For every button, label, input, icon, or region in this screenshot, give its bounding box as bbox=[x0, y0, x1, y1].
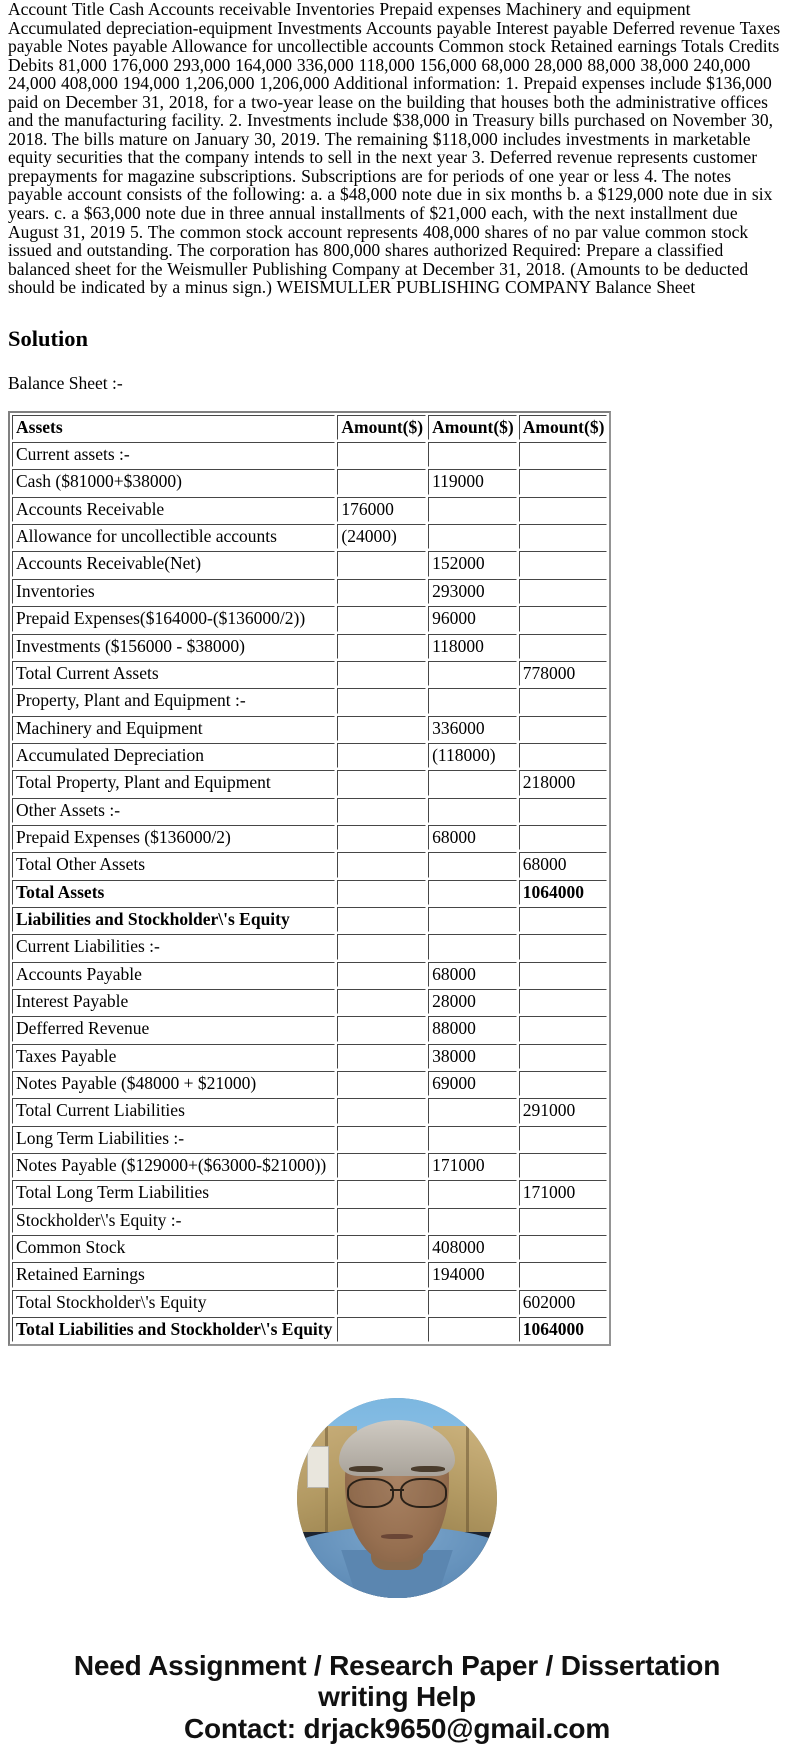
row-label: Other Assets :- bbox=[12, 798, 335, 823]
row-amount-2: 69000 bbox=[428, 1071, 517, 1096]
row-amount-1 bbox=[337, 1262, 426, 1287]
row-amount-1 bbox=[337, 798, 426, 823]
row-amount-3 bbox=[519, 825, 608, 850]
table-row bbox=[12, 469, 607, 494]
row-amount-1 bbox=[337, 579, 426, 604]
row-amount-3 bbox=[519, 798, 608, 823]
row-amount-3 bbox=[519, 524, 608, 549]
row-label: Machinery and Equipment bbox=[12, 716, 335, 741]
table-row bbox=[12, 1180, 607, 1205]
table-head bbox=[12, 415, 607, 440]
row-amount-2: 28000 bbox=[428, 989, 517, 1014]
table-row bbox=[12, 1290, 607, 1315]
row-amount-1 bbox=[337, 907, 426, 932]
row-amount-2 bbox=[428, 798, 517, 823]
row-amount-3: 1064000 bbox=[519, 880, 608, 905]
table-row bbox=[12, 497, 607, 522]
table-row bbox=[12, 880, 607, 905]
row-amount-1 bbox=[337, 743, 426, 768]
row-amount-3 bbox=[519, 1016, 608, 1041]
row-amount-2 bbox=[428, 907, 517, 932]
row-label: Prepaid Expenses($164000-($136000/2)) bbox=[12, 606, 335, 631]
avatar-lens-right bbox=[400, 1478, 447, 1508]
avatar bbox=[297, 1398, 497, 1598]
table-row bbox=[12, 442, 607, 467]
row-amount-2 bbox=[428, 524, 517, 549]
row-amount-3 bbox=[519, 634, 608, 659]
row-label: Taxes Payable bbox=[12, 1044, 335, 1069]
table-row bbox=[12, 989, 607, 1014]
table-row bbox=[12, 1016, 607, 1041]
row-label: Defferred Revenue bbox=[12, 1016, 335, 1041]
avatar-mouth bbox=[381, 1534, 413, 1539]
row-amount-1 bbox=[337, 1235, 426, 1260]
balance-sheet-subheading: Balance Sheet :- bbox=[8, 372, 123, 393]
row-amount-3 bbox=[519, 962, 608, 987]
row-label: Accumulated Depreciation bbox=[12, 743, 335, 768]
row-amount-2 bbox=[428, 1098, 517, 1123]
column-header-assets: Assets bbox=[12, 415, 335, 440]
row-label: Notes Payable ($129000+($63000-$21000)) bbox=[12, 1153, 335, 1178]
row-amount-1 bbox=[337, 934, 426, 959]
row-amount-2 bbox=[428, 770, 517, 795]
row-label: Current Liabilities :- bbox=[12, 934, 335, 959]
row-amount-2 bbox=[428, 688, 517, 713]
question-text: Account Title Cash Accounts receivable Inventories Prepaid expenses Machinery and equipment Accumulated depreciation-equipment Investments Accounts payable Interest payable Deferred revenue Taxes payable Notes payable Allowance for uncollectible accounts Common stock Retained earnings Totals Credits Debits 81,000 176,000 293,000 164,000 336,000 118,000 156,000 68,000 28,000 88,000 38,000 240,000 24,000 408,000 194,000 1,206,000 1,206,000 Additional information: 1. Prepaid expenses include $136,000 paid on December 31, 2018, for a two-year lease on the building that houses both the administrative offices and the manufacturing facility. 2. Investments include $38,000 in Treasury bills purchased on November 30, 2018. The bills mature on January 30, 2019. The remaining $118,000 includes investments in marketable equity securities that the company intends to sell in the next year 3. Deferred revenue represents customer prepayments for magazine subscriptions. Subscriptions are for periods of one year or less 4. The notes payable account consists of the following: a. a $48,000 note due in six months b. a $129,000 note due in six years. c. a $63,000 note due in three annual installments of $21,000 each, with the next installment due August 31, 2019 5. The common stock account represents 408,000 shares of no par value common stock issued and outstanding. The corporation has 800,000 shares authorized Required: Prepare a classified balanced sheet for the Weismuller Publishing Company at December 31, 2018. (Amounts to be deducted should be indicated by a minus sign.) WEISMULLER PUBLISHING COMPANY Balance Sheet bbox=[8, 0, 781, 298]
row-amount-3 bbox=[519, 1071, 608, 1096]
row-amount-2 bbox=[428, 442, 517, 467]
row-amount-1 bbox=[337, 962, 426, 987]
row-amount-1 bbox=[337, 1126, 426, 1151]
row-amount-2: 119000 bbox=[428, 469, 517, 494]
row-amount-1 bbox=[337, 1098, 426, 1123]
row-amount-3 bbox=[519, 1235, 608, 1260]
row-label: Retained Earnings bbox=[12, 1262, 335, 1287]
row-amount-1 bbox=[337, 606, 426, 631]
table-row bbox=[12, 798, 607, 823]
row-amount-2: 336000 bbox=[428, 716, 517, 741]
table-row bbox=[12, 743, 607, 768]
table-row bbox=[12, 661, 607, 686]
row-amount-2: 293000 bbox=[428, 579, 517, 604]
table-row bbox=[12, 716, 607, 741]
row-label: Liabilities and Stockholder\'s Equity bbox=[12, 907, 335, 932]
row-label: Total Other Assets bbox=[12, 852, 335, 877]
row-label: Total Long Term Liabilities bbox=[12, 1180, 335, 1205]
row-amount-1 bbox=[337, 1071, 426, 1096]
row-amount-1 bbox=[337, 880, 426, 905]
promo-line-2: writing Help bbox=[318, 1680, 476, 1712]
row-amount-2 bbox=[428, 880, 517, 905]
row-amount-1 bbox=[337, 469, 426, 494]
row-amount-2: 68000 bbox=[428, 962, 517, 987]
row-label: Inventories bbox=[12, 579, 335, 604]
table-row bbox=[12, 1098, 607, 1123]
row-amount-3 bbox=[519, 579, 608, 604]
row-amount-1 bbox=[337, 1208, 426, 1233]
row-amount-2 bbox=[428, 934, 517, 959]
avatar-lens-left bbox=[347, 1478, 394, 1508]
table-row bbox=[12, 1317, 607, 1342]
solution-heading: Solution bbox=[8, 325, 89, 351]
row-label: Stockholder\'s Equity :- bbox=[12, 1208, 335, 1233]
row-amount-3 bbox=[519, 1153, 608, 1178]
table-row bbox=[12, 1071, 607, 1096]
row-amount-3 bbox=[519, 989, 608, 1014]
row-amount-2: 408000 bbox=[428, 1235, 517, 1260]
table-row bbox=[12, 524, 607, 549]
column-header-amount-3: Amount($) bbox=[519, 415, 608, 440]
row-amount-1 bbox=[337, 1016, 426, 1041]
row-amount-3 bbox=[519, 688, 608, 713]
row-label: Total Property, Plant and Equipment bbox=[12, 770, 335, 795]
row-amount-2: 194000 bbox=[428, 1262, 517, 1287]
row-label: Prepaid Expenses ($136000/2) bbox=[12, 825, 335, 850]
table-row bbox=[12, 907, 607, 932]
row-amount-1 bbox=[337, 688, 426, 713]
row-amount-3 bbox=[519, 934, 608, 959]
table-row bbox=[12, 1153, 607, 1178]
row-amount-1 bbox=[337, 852, 426, 877]
row-amount-1 bbox=[337, 825, 426, 850]
avatar-light-switch bbox=[307, 1446, 329, 1488]
row-amount-1 bbox=[337, 442, 426, 467]
row-label: Cash ($81000+$38000) bbox=[12, 469, 335, 494]
row-label: Property, Plant and Equipment :- bbox=[12, 688, 335, 713]
table-body bbox=[12, 442, 607, 1342]
row-amount-2: 152000 bbox=[428, 551, 517, 576]
row-amount-1 bbox=[337, 989, 426, 1014]
row-amount-1 bbox=[337, 770, 426, 795]
row-amount-3 bbox=[519, 469, 608, 494]
row-label: Total Stockholder\'s Equity bbox=[12, 1290, 335, 1315]
table-row bbox=[12, 551, 607, 576]
glasses-icon bbox=[347, 1478, 447, 1504]
row-amount-3: 602000 bbox=[519, 1290, 608, 1315]
row-label: Current assets :- bbox=[12, 442, 335, 467]
table-row bbox=[12, 962, 607, 987]
row-label: Total Current Assets bbox=[12, 661, 335, 686]
row-label: Interest Payable bbox=[12, 989, 335, 1014]
avatar-container bbox=[8, 1398, 786, 1603]
table-row bbox=[12, 852, 607, 877]
row-amount-3: 68000 bbox=[519, 852, 608, 877]
table-row bbox=[12, 634, 607, 659]
table-row bbox=[12, 770, 607, 795]
row-amount-2: 171000 bbox=[428, 1153, 517, 1178]
row-amount-3: 778000 bbox=[519, 661, 608, 686]
row-amount-2 bbox=[428, 497, 517, 522]
row-label: Long Term Liabilities :- bbox=[12, 1126, 335, 1151]
row-amount-3 bbox=[519, 716, 608, 741]
row-label: Accounts Receivable bbox=[12, 497, 335, 522]
row-label: Total Liabilities and Stockholder\'s Equity bbox=[12, 1317, 335, 1342]
row-amount-2 bbox=[428, 1208, 517, 1233]
column-header-amount-1: Amount($) bbox=[337, 415, 426, 440]
row-amount-2: 118000 bbox=[428, 634, 517, 659]
row-amount-1 bbox=[337, 716, 426, 741]
row-amount-1 bbox=[337, 661, 426, 686]
row-label: Allowance for uncollectible accounts bbox=[12, 524, 335, 549]
row-amount-2: 88000 bbox=[428, 1016, 517, 1041]
row-amount-2: 38000 bbox=[428, 1044, 517, 1069]
avatar-wall-seam-right bbox=[466, 1426, 469, 1542]
row-amount-1: (24000) bbox=[337, 524, 426, 549]
row-label: Total Assets bbox=[12, 880, 335, 905]
row-label: Common Stock bbox=[12, 1235, 335, 1260]
promo-banner bbox=[8, 1651, 786, 1744]
row-amount-2: (118000) bbox=[428, 743, 517, 768]
row-label: Accounts Receivable(Net) bbox=[12, 551, 335, 576]
table-row bbox=[12, 934, 607, 959]
table-header-row bbox=[12, 415, 607, 440]
row-amount-3 bbox=[519, 442, 608, 467]
table-row bbox=[12, 606, 607, 631]
row-amount-3 bbox=[519, 1044, 608, 1069]
row-amount-3 bbox=[519, 1208, 608, 1233]
row-amount-1 bbox=[337, 1180, 426, 1205]
avatar-glasses-bridge bbox=[390, 1489, 404, 1492]
row-amount-2 bbox=[428, 1290, 517, 1315]
row-amount-2 bbox=[428, 661, 517, 686]
row-amount-1 bbox=[337, 1317, 426, 1342]
row-amount-2: 68000 bbox=[428, 825, 517, 850]
row-amount-3: 218000 bbox=[519, 770, 608, 795]
row-amount-3 bbox=[519, 551, 608, 576]
table-row bbox=[12, 1262, 607, 1287]
row-amount-1 bbox=[337, 1153, 426, 1178]
table-row bbox=[12, 579, 607, 604]
table-row bbox=[12, 1126, 607, 1151]
row-amount-3 bbox=[519, 606, 608, 631]
table-row bbox=[12, 825, 607, 850]
row-amount-2 bbox=[428, 1126, 517, 1151]
row-amount-2 bbox=[428, 1317, 517, 1342]
row-amount-3 bbox=[519, 497, 608, 522]
row-amount-3 bbox=[519, 743, 608, 768]
row-amount-1 bbox=[337, 551, 426, 576]
promo-line-1: Need Assignment / Research Paper / Dissertation bbox=[73, 1650, 721, 1682]
table-row bbox=[12, 1044, 607, 1069]
row-amount-1 bbox=[337, 1290, 426, 1315]
row-amount-2 bbox=[428, 1180, 517, 1205]
column-header-amount-2: Amount($) bbox=[428, 415, 517, 440]
row-amount-1 bbox=[337, 1044, 426, 1069]
row-amount-3: 291000 bbox=[519, 1098, 608, 1123]
row-amount-2 bbox=[428, 852, 517, 877]
row-label: Notes Payable ($48000 + $21000) bbox=[12, 1071, 335, 1096]
row-amount-3 bbox=[519, 907, 608, 932]
table-row bbox=[12, 1208, 607, 1233]
table-row bbox=[12, 1235, 607, 1260]
row-label: Investments ($156000 - $38000) bbox=[12, 634, 335, 659]
row-amount-3 bbox=[519, 1262, 608, 1287]
row-amount-3: 171000 bbox=[519, 1180, 608, 1205]
table-row bbox=[12, 688, 607, 713]
row-amount-2: 96000 bbox=[428, 606, 517, 631]
row-label: Accounts Payable bbox=[12, 962, 335, 987]
row-amount-3 bbox=[519, 1126, 608, 1151]
promo-contact: Contact: drjack9650@gmail.com bbox=[183, 1712, 611, 1744]
row-amount-1: 176000 bbox=[337, 497, 426, 522]
balance-sheet-table bbox=[8, 411, 611, 1347]
row-amount-1 bbox=[337, 634, 426, 659]
row-amount-3: 1064000 bbox=[519, 1317, 608, 1342]
row-label: Total Current Liabilities bbox=[12, 1098, 335, 1123]
